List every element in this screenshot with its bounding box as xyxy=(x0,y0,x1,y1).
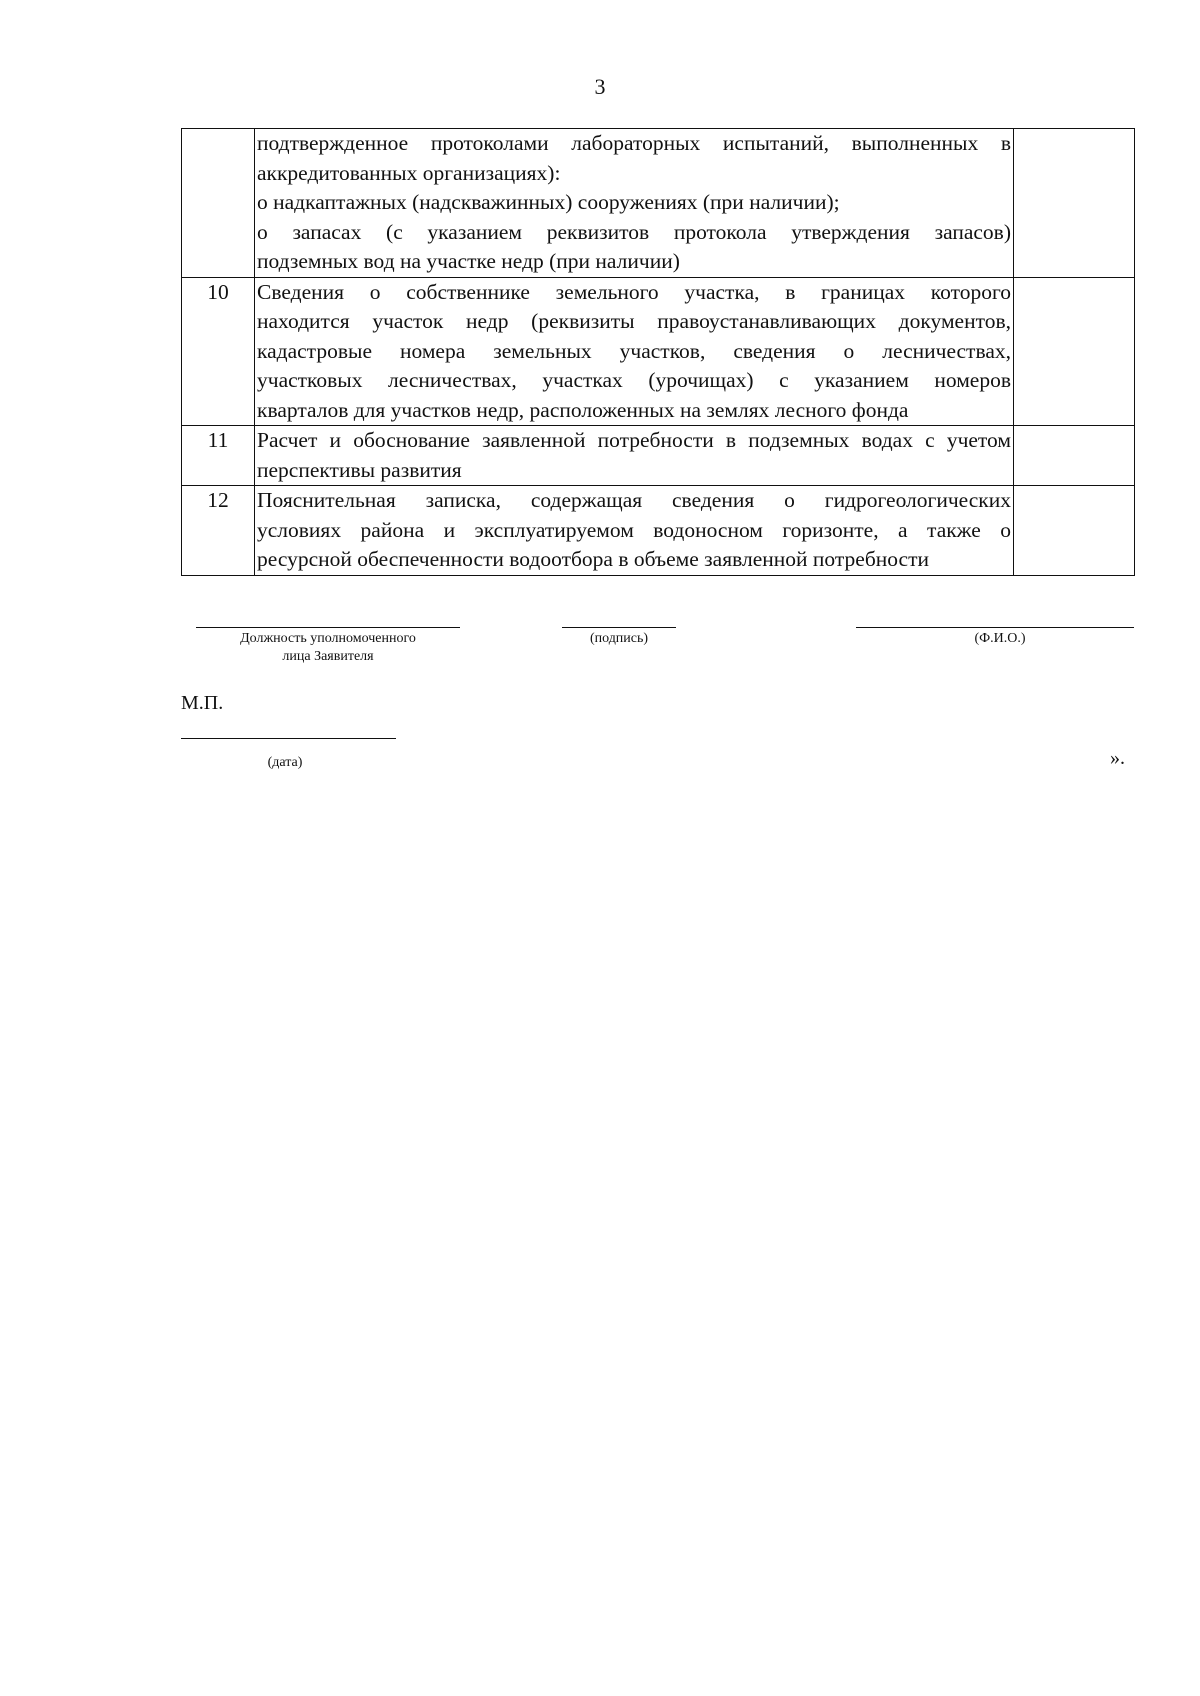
date-line xyxy=(181,738,396,739)
row-mark-cell xyxy=(1014,277,1135,426)
position-label xyxy=(196,630,460,666)
position-label-line2: лица Заявителя xyxy=(282,649,374,664)
row-number: 11 xyxy=(182,426,255,486)
row-text-line: ресурсной обеспеченности водоотбора в объеме заявленной потребности xyxy=(257,547,929,571)
row-text-line: о надкаптажных (надскважинных) сооружениях (при наличии); xyxy=(257,190,840,214)
documents-table xyxy=(181,128,1135,576)
row-mark-cell xyxy=(1014,129,1135,278)
row-description xyxy=(255,486,1014,576)
row-text-line: Сведения о собственнике земельного участка, в границах которого xyxy=(257,279,1011,304)
row-description xyxy=(255,426,1014,486)
name-line xyxy=(856,627,1134,628)
date-label: (дата) xyxy=(267,755,303,770)
table-row xyxy=(182,129,1135,278)
position-label-line1: Должность уполномоченного xyxy=(240,631,416,646)
row-text-line: о запасах (с указанием реквизитов протокола утверждения запасов) xyxy=(257,219,1011,244)
signature-label: (подпись) xyxy=(589,631,649,646)
page-number: 3 xyxy=(594,74,606,99)
row-text-line: аккредитованных организациях): xyxy=(257,160,561,185)
row-text-line: кварталов для участков недр, расположенных на землях лесного фонда xyxy=(257,397,909,422)
row-text-line: подземных вод на участке недр (при наличии) xyxy=(257,249,680,273)
row-text-line: находится участок недр (реквизиты правоустанавливающих документов, xyxy=(257,309,1011,333)
name-label: (Ф.И.О.) xyxy=(974,631,1026,646)
row-number: 12 xyxy=(182,486,255,576)
closing-mark: ». xyxy=(1110,747,1125,769)
row-description xyxy=(255,277,1014,426)
row-text-line: Пояснительная записка, содержащая сведения о гидрогеологических xyxy=(257,488,1011,512)
table-row xyxy=(182,277,1135,426)
signature-line xyxy=(562,627,676,628)
table-row xyxy=(182,426,1135,486)
row-mark-cell xyxy=(1014,486,1135,576)
row-text-line: кадастровые номера земельных участков, сведения о лесничествах, xyxy=(257,338,1011,363)
row-description xyxy=(255,129,1014,278)
row-text-line: участковых лесничествах, участках (урочищах) с указанием номеров xyxy=(257,368,1011,392)
row-text-line: подтвержденное протоколами лабораторных испытаний, выполненных в xyxy=(257,131,1011,155)
row-number xyxy=(182,129,255,278)
row-mark-cell xyxy=(1014,426,1135,486)
row-text-line: условиях района и эксплуатируемом водоносном горизонте, а также о xyxy=(257,517,1011,542)
table-row xyxy=(182,486,1135,576)
row-number: 10 xyxy=(182,277,255,426)
row-text-line: перспективы развития xyxy=(257,457,462,482)
stamp-label: М.П. xyxy=(181,692,224,714)
row-text-line: Расчет и обоснование заявленной потребности в подземных водах с учетом xyxy=(257,428,1011,452)
position-line xyxy=(196,627,460,628)
